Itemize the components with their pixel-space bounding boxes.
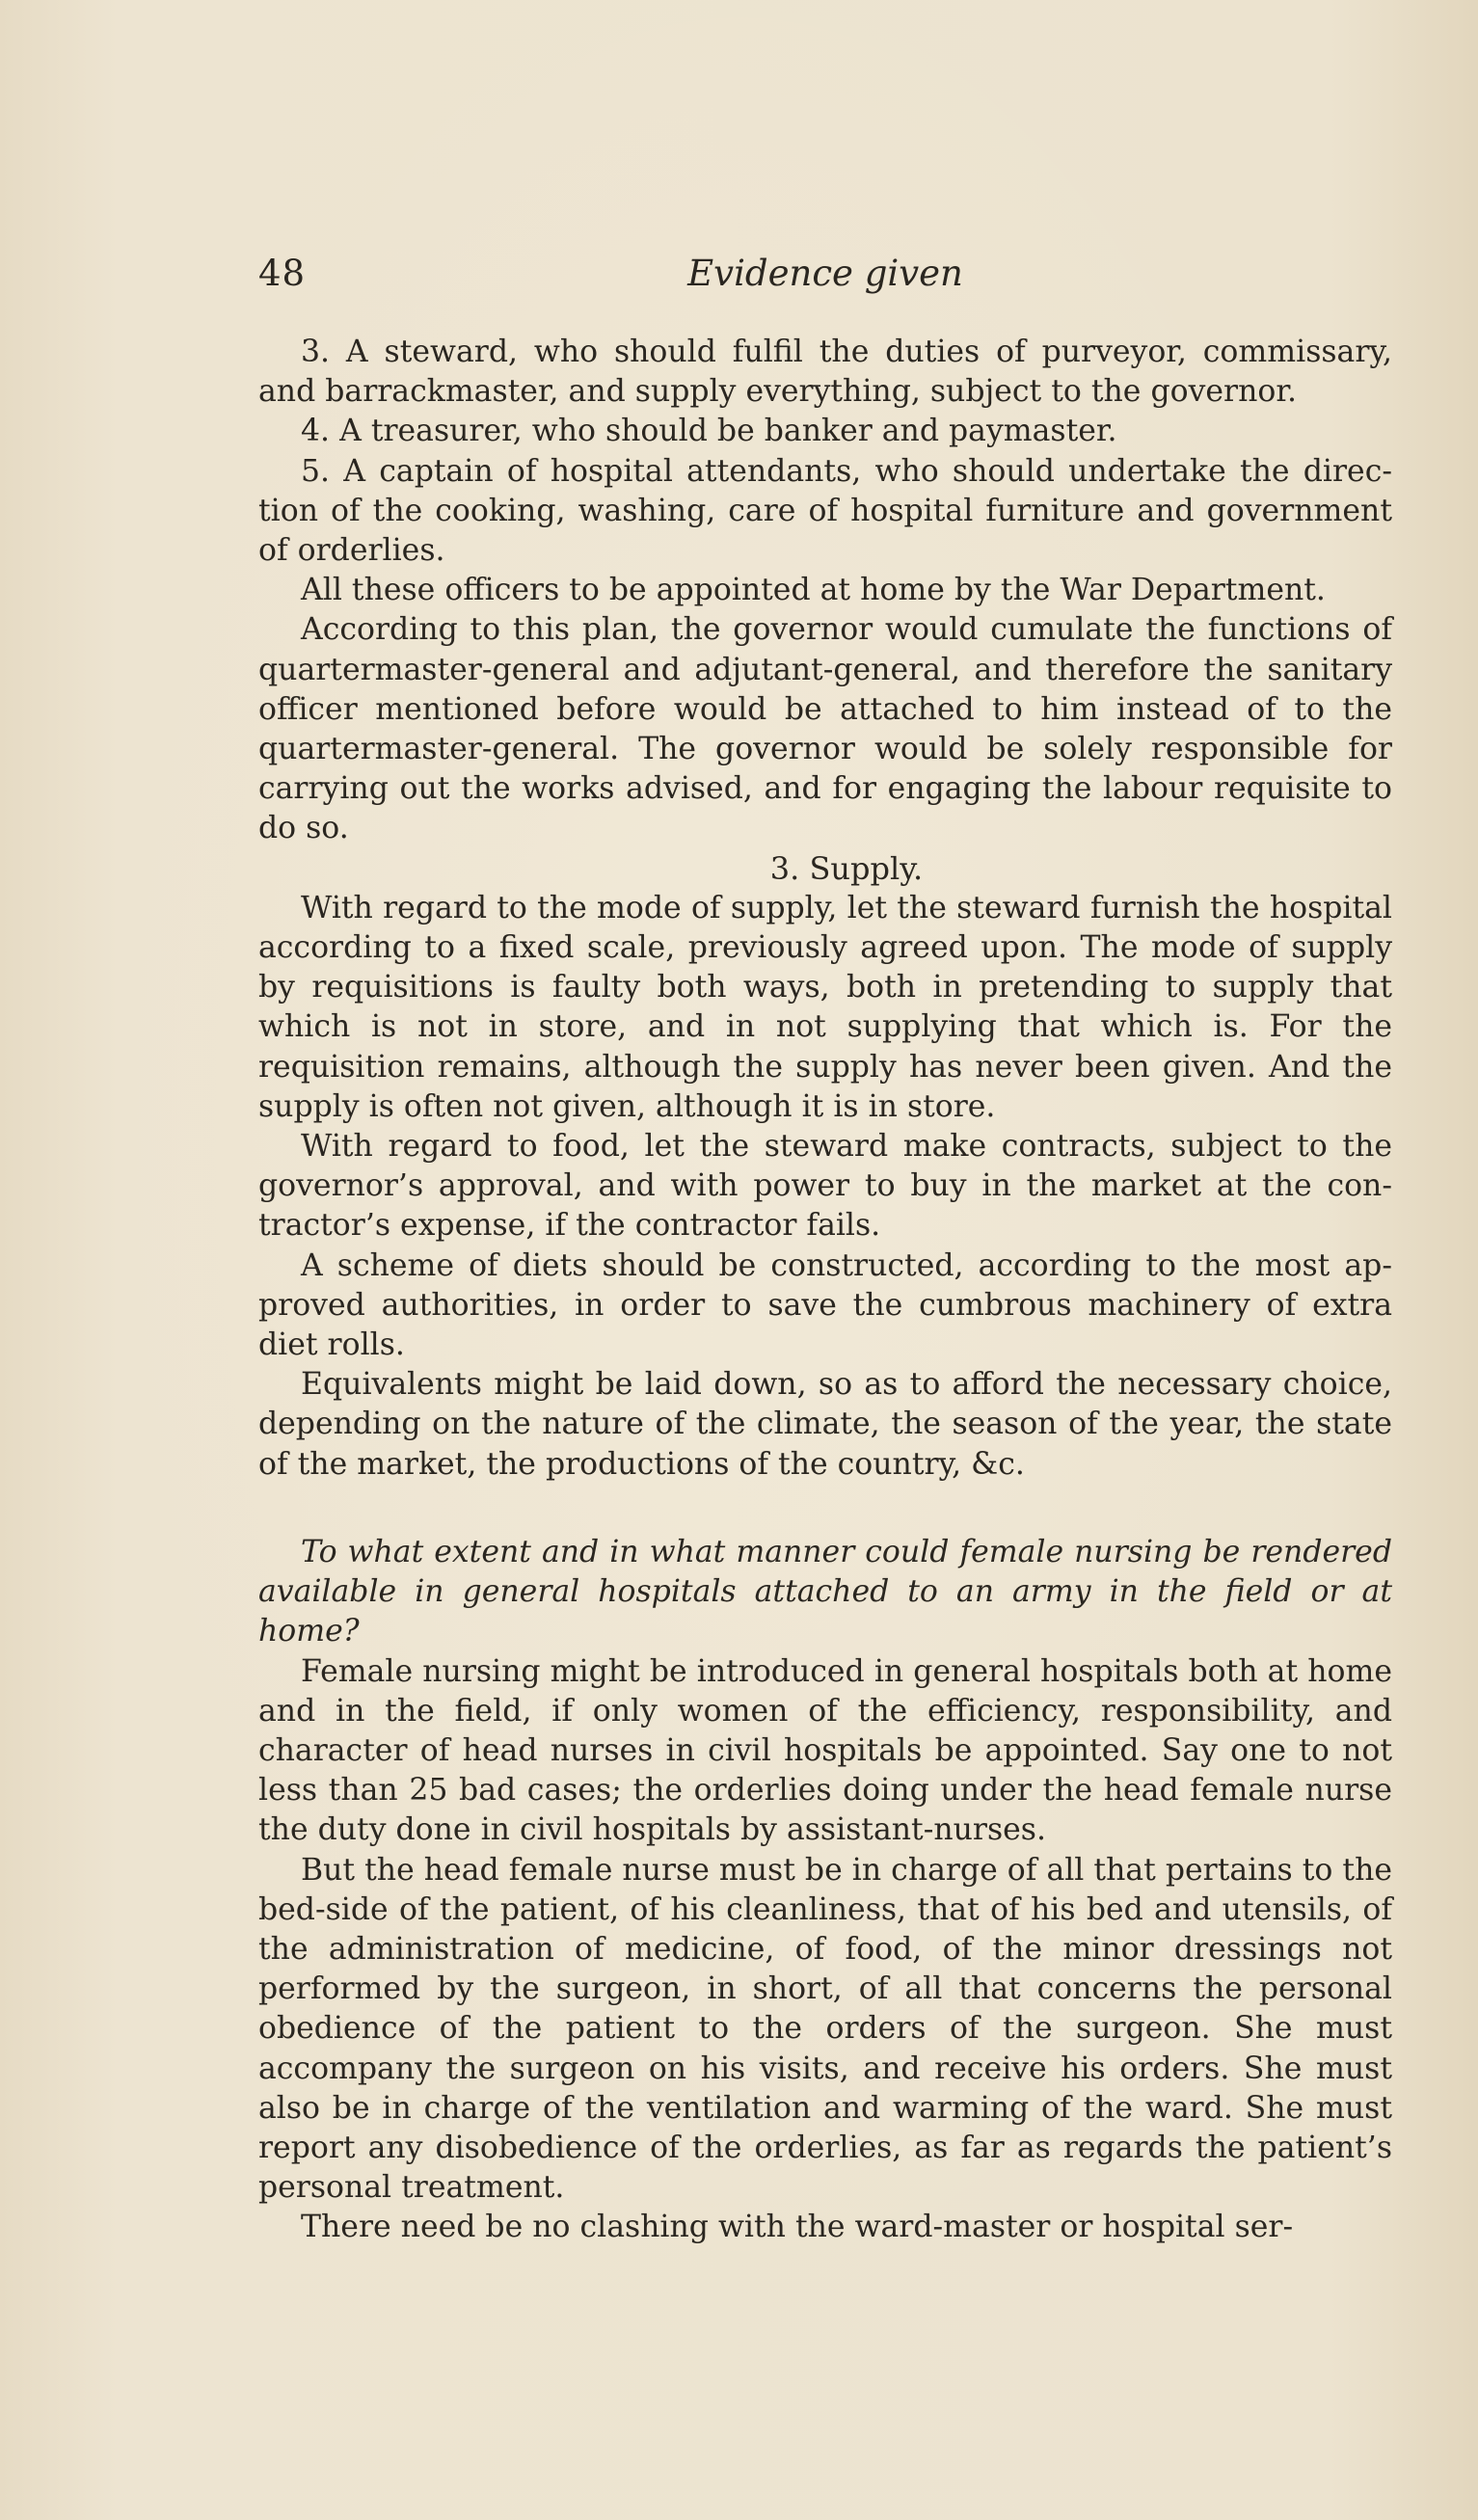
- running-title: Evidence given: [687, 253, 963, 294]
- section-heading: 3. Supply.: [769, 849, 924, 887]
- paragraph: A scheme of diets should be constructed, according to the most approved authorities, in order to save the cumbrous machinery of extra diet rolls.: [258, 1247, 1392, 1363]
- page-number: 48: [258, 253, 307, 294]
- paragraph: Equivalents might be laid down, so as to afford the necessary choice, depending on the nature of the climate, the season of the year, the state of the market, the productions of the country, &c.: [258, 1367, 1392, 1482]
- question-text: To what extent and in what manner could female nursing be rendered available in general hospitals attached to an army in the field or at home?: [258, 1534, 1392, 1649]
- paragraph: With regard to the mode of supply, let the steward furnish the hospital according to a fixed scale, previously agreed upon. The mode of supply by requisitions is faulty both ways, both in pretending to supply that which is not in store, and in not supplying that which is. For the requisition remains, although the supply has never been given. And the supply is often not given, although it is in store.: [258, 890, 1392, 1124]
- paragraph: 5. A captain of hospital attendants, who should undertake the direction of the cooking, washing, care of hospital furniture and government of orderlies.: [258, 453, 1392, 569]
- paragraph: There need be no clashing with the ward-master or hospital ser-: [301, 2210, 1294, 2245]
- paragraph: 4. A treasurer, who should be banker and paymaster.: [301, 414, 1117, 449]
- page-header: [258, 253, 1392, 310]
- paragraph: All these officers to be appointed at home by the War Department.: [301, 573, 1326, 608]
- paragraph: According to this plan, the governor would cumulate the functions of quartermaster-general and adjutant-general, and therefore the sanitary officer mentioned before would be attached to him instead of to the quartermaster-general. The governor would be solely responsible for carrying out the works advised, and for engaging the labour requisite to do so.: [258, 612, 1392, 846]
- paragraph: But the head female nurse must be in charge of all that pertains to the bed-side of the patient, of his cleanliness, that of his bed and utensils, of the administration of medicine, of food, of the minor dressings not performed by the surgeon, in short, of all that concerns the personal obedience of the patient to the orders of the surgeon. She must accompany the surgeon on his visits, and receive his orders. She must also be in charge of the ventilation and warming of the ward. She must report any disobedience of the orderlies, as far as regards the patient’s personal treatment.: [258, 1852, 1392, 2206]
- paragraph: Female nursing might be introduced in general hospitals both at home and in the field, if only women of the efficiency, responsibility, and character of head nurses in civil hospitals be appointed. Say one to not less than 25 bad cases; the orderlies doing under the head female nurse the duty done in civil hospitals by assistant-nurses.: [258, 1653, 1392, 1848]
- paragraph: With regard to food, let the steward make contracts, subject to the governor’s approval, and with power to buy in the market at the contractor’s expense, if the contractor fails.: [258, 1129, 1392, 1244]
- page-body: [258, 333, 1392, 2248]
- paragraph: 3. A steward, who should fulfil the duties of purveyor, commissary, and barrackmaster, and supply everything, subject to the governor.: [258, 335, 1392, 410]
